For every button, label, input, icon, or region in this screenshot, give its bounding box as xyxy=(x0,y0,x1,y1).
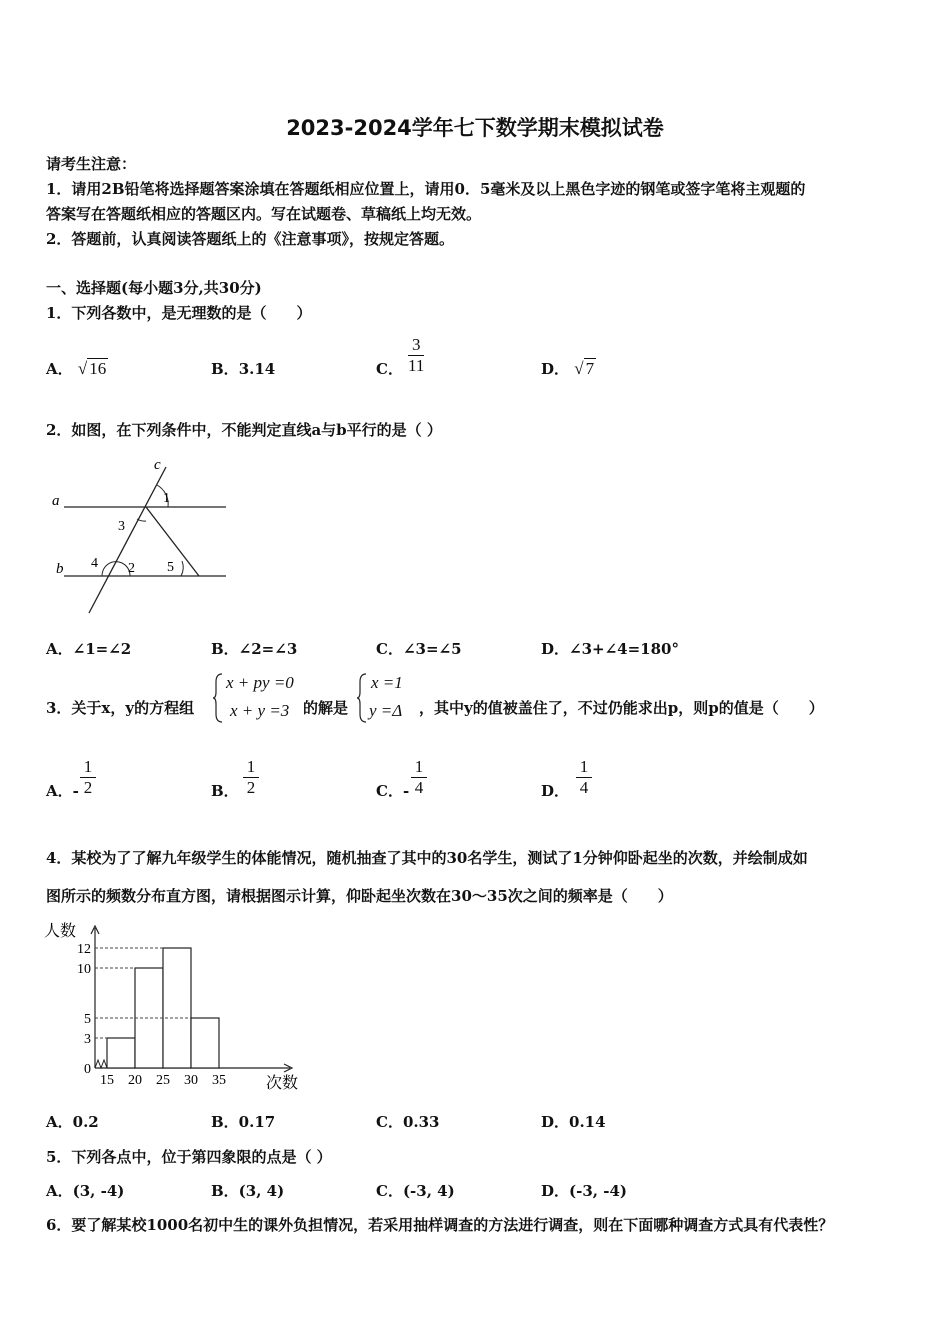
notice-heading: 请考生注意： xyxy=(46,155,137,173)
q3-option-a[interactable] xyxy=(46,780,79,801)
q3-option-b-denominator: 2 xyxy=(246,778,256,797)
q1-stem: 1．下列各数中，是无理数的是（ ） xyxy=(46,304,312,322)
q4-option-a[interactable]: A．0.2 xyxy=(46,1113,99,1131)
angle-5-arc xyxy=(181,561,183,576)
q3-option-c[interactable] xyxy=(376,780,409,801)
q1-option-d-radicand: 7 xyxy=(585,359,595,378)
q3-system1-brace xyxy=(212,672,224,724)
q3-option-a-fraction xyxy=(80,757,96,798)
q2-stem: 2．如图，在下列条件中，不能判定直线a与b平行的是（ ） xyxy=(46,421,442,439)
q3-option-c-numerator: 1 xyxy=(414,757,424,776)
q5-option-d[interactable]: D．(-3, -4) xyxy=(541,1182,627,1200)
label-angle-5: 5 xyxy=(167,560,174,575)
q4-option-b[interactable]: B．0.17 xyxy=(211,1113,276,1131)
x-axis-label: 次数 xyxy=(266,1075,299,1092)
q3-option-d-fraction xyxy=(576,757,592,798)
q4-option-d[interactable]: D．0.14 xyxy=(541,1113,606,1131)
q1-option-c[interactable] xyxy=(376,358,403,379)
histogram-bar xyxy=(107,1038,135,1068)
q3-option-d[interactable] xyxy=(541,780,569,801)
x-tick-label: 35 xyxy=(212,1073,226,1088)
label-c: c xyxy=(154,457,161,473)
q3-system2-brace xyxy=(356,672,368,724)
q1-option-a[interactable] xyxy=(46,358,108,379)
q4-stem-line-2: 图所示的频数分布直方图，请根据图示计算，仰卧起坐次数在30～35次之间的频率是（ ） xyxy=(46,887,673,905)
q3-option-a-numerator: 1 xyxy=(83,757,93,776)
q3-option-d-denominator: 4 xyxy=(579,778,589,797)
q4-histogram xyxy=(40,920,310,1095)
q2-figure xyxy=(46,455,246,620)
label-angle-3: 3 xyxy=(118,519,125,534)
q3-middle: 的解是 xyxy=(303,699,349,717)
x-tick-label: 25 xyxy=(156,1073,170,1088)
q1-option-d-sqrt: √ 7 xyxy=(574,359,595,378)
q1-option-b[interactable] xyxy=(211,358,275,379)
q1-option-a-radicand: 16 xyxy=(89,359,107,378)
q3-option-a-label: A． xyxy=(46,782,73,800)
q3-option-c-sign: - xyxy=(402,782,410,800)
q5-option-a[interactable]: A．(3, -4) xyxy=(46,1182,125,1200)
q3-option-c-denominator: 4 xyxy=(414,778,424,797)
q3-option-b[interactable] xyxy=(211,780,239,801)
q3-suffix: ，其中y的值被盖住了，不过仍能求出p，则p的值是（ ） xyxy=(419,699,824,717)
label-a: a xyxy=(52,493,60,509)
x-tick-label: 20 xyxy=(128,1073,142,1088)
q1-option-d[interactable] xyxy=(541,358,596,379)
y-axis-label: 人数 xyxy=(44,923,77,940)
q3-system1-eq2: x + y =3 xyxy=(230,701,290,720)
q1-option-a-label: A． xyxy=(46,360,73,378)
q4-stem-line-1: 4．某校为了了解九年级学生的体能情况，随机抽查了其中的30名学生，测试了1分钟仰卧起坐的次数，并绘制成如 xyxy=(46,849,808,867)
label-b: b xyxy=(56,561,64,577)
q1-option-c-fraction xyxy=(408,335,424,376)
q3-option-b-numerator: 1 xyxy=(246,757,256,776)
q1-option-c-numerator: 3 xyxy=(411,335,421,354)
q5-option-c[interactable]: C．(-3, 4) xyxy=(376,1182,455,1200)
q3-system1-eq1: x + py =0 xyxy=(226,673,294,692)
histogram-bar xyxy=(135,968,163,1068)
y-tick-label: 5 xyxy=(84,1012,91,1027)
q3-prefix: 3．关于x，y的方程组 xyxy=(46,699,195,717)
y-tick-label: 0 xyxy=(84,1062,91,1077)
q4-option-c[interactable]: C．0.33 xyxy=(376,1113,440,1131)
q6-stem: 6．要了解某校1000名初中生的课外负担情况，若采用抽样调查的方法进行调查，则在下面哪种调查方式具有代表性？ xyxy=(46,1216,834,1234)
x-tick-label: 15 xyxy=(100,1073,114,1088)
q1-option-c-label: C． xyxy=(376,360,403,378)
label-angle-4: 4 xyxy=(91,556,98,571)
q3-option-b-fraction xyxy=(243,757,259,798)
y-tick-label: 12 xyxy=(77,942,91,957)
axis-break-mark xyxy=(95,1060,107,1068)
q3-option-d-label: D． xyxy=(541,782,570,800)
line-c xyxy=(89,467,166,613)
q2-option-d[interactable]: D．∠3+∠4=180° xyxy=(541,640,679,658)
histogram-bar xyxy=(191,1018,219,1068)
q3-system2-eq2: y =Δ xyxy=(369,701,403,720)
q2-option-c[interactable]: C．∠3=∠5 xyxy=(376,640,462,658)
notice-item-1-line-2: 答案写在答题纸相应的答题区内。写在试题卷、草稿纸上均无效。 xyxy=(46,205,482,223)
q3-option-b-label: B． xyxy=(211,782,239,800)
label-angle-2: 2 xyxy=(128,561,135,576)
page-title: 2023-2024学年七下数学期末模拟试卷 xyxy=(286,116,664,140)
label-angle-1: 1 xyxy=(163,491,170,506)
x-tick-label: 30 xyxy=(184,1073,198,1088)
q3-option-d-numerator: 1 xyxy=(579,757,589,776)
q2-option-a[interactable]: A．∠1=∠2 xyxy=(46,640,132,658)
q3-option-a-denominator: 2 xyxy=(83,778,93,797)
q5-stem: 5．下列各点中，位于第四象限的点是（ ） xyxy=(46,1148,332,1166)
y-tick-label: 3 xyxy=(84,1032,91,1047)
notice-item-2: 2．答题前，认真阅读答题纸上的《注意事项》，按规定答题。 xyxy=(46,230,454,248)
q3-option-c-label: C． xyxy=(376,782,403,800)
q5-option-b[interactable]: B．(3, 4) xyxy=(211,1182,285,1200)
notice-item-1-line-1: 1．请用2B铅笔将选择题答案涂填在答题纸相应位置上，请用0．5毫米及以上黑色字迹的钢笔或签字笔将主观题的 xyxy=(46,180,806,198)
q3-option-c-fraction xyxy=(411,757,427,798)
q1-option-d-label: D． xyxy=(541,360,570,378)
q1-option-b-label: B． xyxy=(211,360,239,378)
histogram-bar xyxy=(163,948,191,1068)
q3-system2-eq1: x =1 xyxy=(371,673,403,692)
q3-option-a-sign: - xyxy=(72,782,79,800)
y-tick-label: 10 xyxy=(77,962,91,977)
q1-option-b-value: 3.14 xyxy=(238,360,276,378)
q1-option-c-denominator: 11 xyxy=(408,356,425,375)
q2-option-b[interactable]: B．∠2=∠3 xyxy=(211,640,298,658)
section-heading: 一、选择题(每小题3分,共30分) xyxy=(46,279,262,297)
q1-option-a-sqrt: √ 16 xyxy=(77,359,107,378)
